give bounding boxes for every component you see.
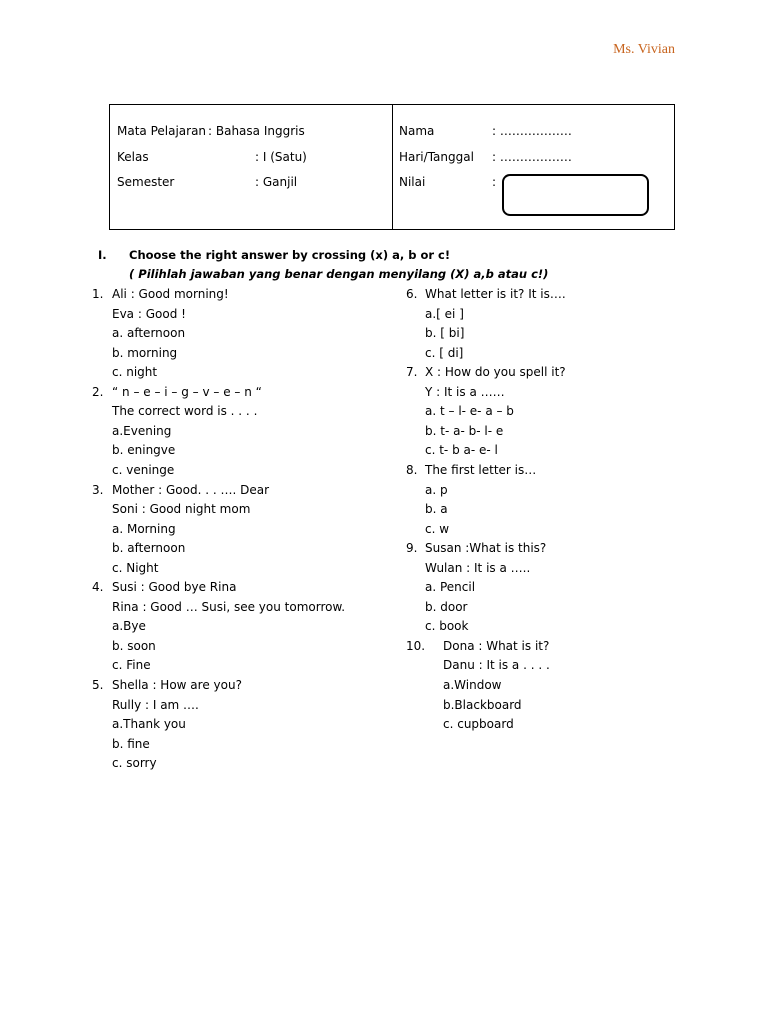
question-number: 7. (406, 365, 418, 380)
question-text: Susi : Good bye Rina (112, 580, 237, 595)
question-text: Dona : What is it? (443, 638, 550, 653)
question-number: 8. (406, 462, 418, 477)
answer-option[interactable]: b. door (425, 599, 468, 614)
question-text: Mother : Good. . . …. Dear (112, 482, 270, 497)
answer-option[interactable]: a. Pencil (425, 580, 476, 595)
answer-option[interactable]: c. veninge (112, 462, 175, 477)
answer-option[interactable]: a. p (425, 482, 448, 497)
author-name: Ms. Vivian (613, 42, 675, 57)
answer-option[interactable]: b. eningve (112, 443, 176, 458)
answer-option[interactable]: c. night (112, 365, 158, 380)
question-number: 3. (92, 482, 104, 497)
answer-option[interactable]: b. afternoon (112, 541, 186, 556)
question-text: Soni : Good night mom (112, 502, 251, 517)
question-number: 1. (92, 287, 104, 301)
semester-value: : Ganjil (255, 175, 298, 189)
answer-option[interactable]: b. a (425, 502, 448, 517)
question-text: The correct word is . . . . (112, 404, 258, 419)
header-divider (392, 105, 393, 229)
question-text: Wulan : It is a ….. (425, 560, 531, 575)
question-number: 9. (406, 541, 418, 556)
question-text: Y : It is a …… (425, 384, 505, 399)
answer-option[interactable]: a.Evening (112, 423, 172, 438)
question-text: X : How do you spell it? (425, 365, 566, 380)
question-number: 2. (92, 384, 104, 399)
instruction-indonesian: ( Pilihlah jawaban yang benar dengan menyilang (X) a,b atau c!) (129, 267, 549, 281)
answer-option[interactable]: c. w (425, 521, 450, 536)
answer-option[interactable]: c. book (425, 619, 469, 634)
question-text: What letter is it? It is…. (425, 287, 566, 301)
answer-option[interactable]: c. [ di] (425, 345, 464, 360)
answer-option[interactable]: c. sorry (112, 756, 157, 771)
instruction-english: Choose the right answer by crossing (x) a, b or c! (129, 248, 451, 262)
score-colon: : (492, 175, 497, 189)
semester-label: Semester (117, 175, 175, 189)
name-field[interactable]: : ……………… (492, 124, 572, 138)
answer-option[interactable]: c. cupboard (443, 717, 514, 732)
score-box[interactable] (502, 174, 649, 216)
class-value: : I (Satu) (255, 150, 307, 164)
answer-option[interactable]: b. t- a- b- l- e (425, 423, 504, 438)
answer-option[interactable]: c. Fine (112, 658, 151, 673)
answer-option[interactable]: a. Morning (112, 521, 176, 536)
score-label: Nilai (399, 175, 426, 189)
question-text: Danu : It is a . . . . (443, 658, 550, 673)
answer-option[interactable]: c. Night (112, 560, 159, 575)
question-text: Shella : How are you? (112, 678, 242, 692)
section-number: I. (98, 248, 107, 262)
question-number: 5. (92, 678, 104, 692)
answer-option[interactable]: a. t – l- e- a – b (425, 404, 514, 419)
name-label: Nama (399, 124, 435, 138)
answer-option[interactable]: b. [ bi] (425, 326, 465, 341)
class-label: Kelas (117, 150, 149, 164)
question-text: Ali : Good morning! (112, 287, 229, 301)
subject-value: : Bahasa Inggris (208, 124, 305, 138)
question-text: Rully : I am …. (112, 697, 199, 712)
question-text: Eva : Good ! (112, 306, 186, 321)
answer-option[interactable]: a.[ ei ] (425, 306, 464, 321)
question-text: Rina : Good … Susi, see you tomorrow. (112, 599, 346, 614)
answer-option[interactable]: b. morning (112, 345, 178, 360)
question-number: 10. (406, 638, 426, 653)
subject-label: Mata Pelajaran (117, 124, 207, 138)
date-label: Hari/Tanggal (399, 150, 474, 164)
answer-option[interactable]: a. afternoon (112, 326, 186, 341)
answer-option[interactable]: b. fine (112, 736, 150, 751)
question-text: The first letter is… (425, 462, 537, 477)
answer-option[interactable]: c. t- b a- e- l (425, 443, 498, 458)
answer-option[interactable]: a.Window (443, 678, 502, 692)
date-field[interactable]: : ……………… (492, 150, 572, 164)
question-number: 6. (406, 287, 418, 301)
question-number: 4. (92, 580, 104, 595)
answer-option[interactable]: a.Bye (112, 619, 146, 634)
question-text: Susan :What is this? (425, 541, 547, 556)
answer-option[interactable]: b.Blackboard (443, 697, 522, 712)
student-info-box (109, 104, 675, 230)
answer-option[interactable]: b. soon (112, 638, 156, 653)
question-text: “ n – e – i – g – v – e – n “ (112, 384, 262, 399)
answer-option[interactable]: a.Thank you (112, 717, 186, 732)
